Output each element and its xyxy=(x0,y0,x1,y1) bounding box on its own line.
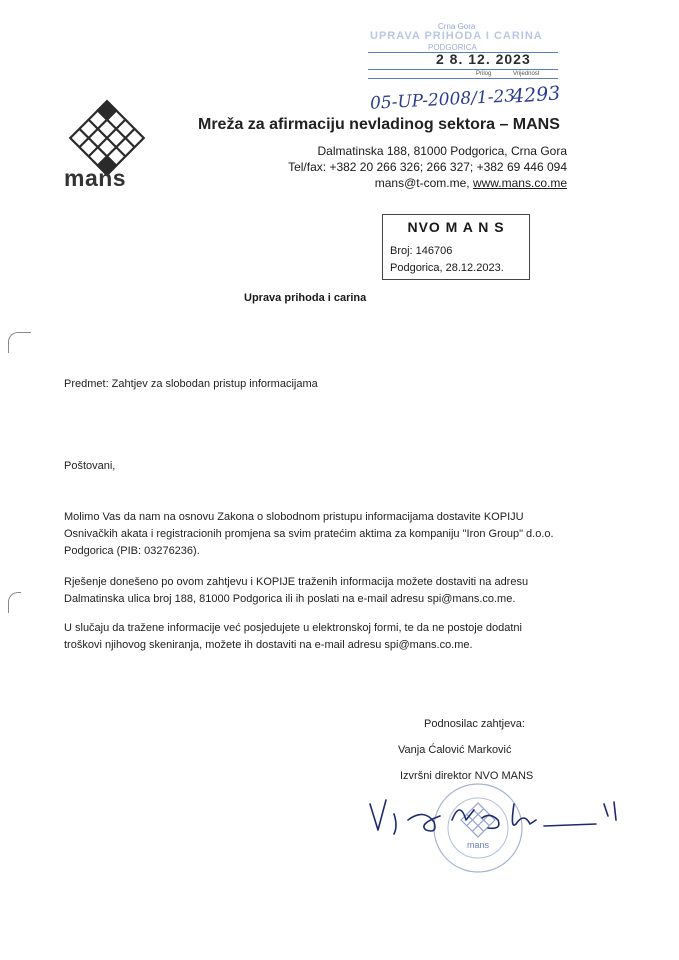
received-stamp xyxy=(368,18,558,80)
paragraph-line: Podgorica (PIB: 03276236). xyxy=(64,545,200,557)
org-address: Dalmatinska 188, 81000 Podgorica, Crna Gora xyxy=(317,144,567,158)
org-website-link[interactable]: www.mans.co.me xyxy=(472,176,567,190)
org-phone: Tel/fax: +382 20 266 326; 266 327; +382 69 446 094 xyxy=(288,160,567,174)
margin-mark xyxy=(8,332,31,353)
paragraph-request xyxy=(64,509,584,560)
recipient: Uprava prihoda i carina xyxy=(244,292,367,304)
paragraph-line: Osnivačkih akata i registracionih promjena sa svim pratećim aktima za kompaniju "Iron Group" d.o.o. xyxy=(64,528,554,540)
logo-wordmark: mans xyxy=(64,165,127,191)
org-web-line xyxy=(288,175,567,191)
paragraph-delivery xyxy=(64,574,584,608)
reference-date: Podgorica, 28.12.2023. xyxy=(390,262,504,274)
paragraph-line: troškovi njihovog skeniranja, možete ih dostaviti na e-mail adresu spi@mans.co.me. xyxy=(64,639,473,651)
paragraph-line: Dalmatinska ulica broj 188, 81000 Podgorica ili ih poslati na e-mail adresu spi@mans.co.me. xyxy=(64,593,516,605)
paragraph-electronic xyxy=(64,620,584,654)
stamp-city: PODGORICA xyxy=(428,43,477,52)
signatory-name: Vanja Ćalović Marković xyxy=(398,744,512,756)
stamp-top-text: Crna Gora xyxy=(438,22,476,31)
stamp-col-label-1: Prilog xyxy=(476,71,492,77)
reference-box xyxy=(382,214,530,280)
handwritten-signature-icon xyxy=(364,790,634,850)
paragraph-line: Rješenje donešeno po ovom zahtjevu i KOPIJE traženih informacija možete dostaviti na adresu xyxy=(64,576,529,588)
signatory-title: Izvršni direktor NVO MANS xyxy=(400,770,534,782)
reference-number: Broj: 146706 xyxy=(390,245,453,257)
greeting: Poštovani, xyxy=(64,460,116,472)
signature-label: Podnosilac zahtjeva: xyxy=(424,718,525,730)
organization-name: Mreža za afirmaciju nevladinog sektora – MANS xyxy=(198,116,560,133)
stamp-institution: UPRAVA PRIHODA I CARINA xyxy=(370,30,543,42)
handwritten-number: 4293 xyxy=(511,82,562,108)
org-email: mans@t-com.me, xyxy=(374,176,470,190)
handwritten-reference: 05-UP-2008/1-23 xyxy=(369,86,516,114)
margin-mark xyxy=(8,592,21,613)
paragraph-line: Molimo Vas da nam na osnovu Zakona o slobodnom pristupu informacijama dostavite KOPIJU xyxy=(64,511,524,523)
organization-contact xyxy=(288,143,567,191)
reference-box-title: NVO M A N S xyxy=(407,219,505,235)
stamp-date: 2 8. 12. 2023 xyxy=(436,51,531,67)
stamp-col-label-2: Vrijednost xyxy=(513,71,540,77)
paragraph-line: U slučaju da tražene informacije već posjedujete u elektronskoj formi, te da ne postoje dodatni xyxy=(64,622,522,634)
seal-text: mans xyxy=(466,840,490,850)
subject-line: Predmet: Zahtjev za slobodan pristup informacijama xyxy=(64,378,318,390)
